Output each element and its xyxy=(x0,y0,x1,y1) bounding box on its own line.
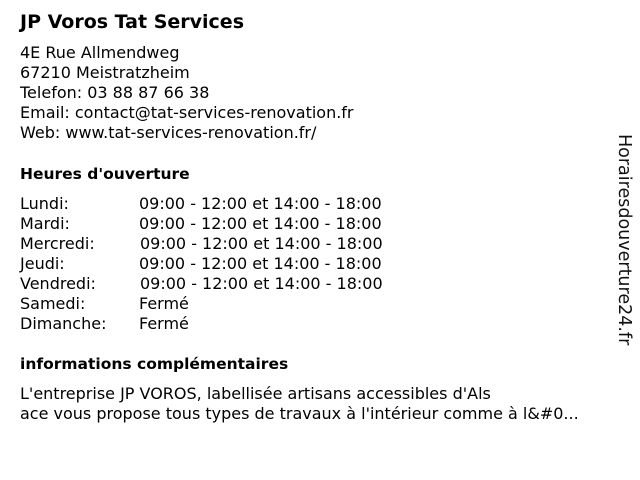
day-label: Dimanche: xyxy=(20,314,107,333)
day-hours: 09:00 - 12:00 et 14:00 - 18:00 xyxy=(139,214,382,233)
watermark-text: Horairesdouverture24.fr xyxy=(614,134,634,346)
business-name: JP Voros Tat Services xyxy=(20,11,245,33)
day-hours: 09:00 - 12:00 et 14:00 - 18:00 xyxy=(139,254,382,273)
day-hours: 09:00 - 12:00 et 14:00 - 18:00 xyxy=(140,234,383,253)
address-city: 67210 Meistratzheim xyxy=(20,63,190,82)
day-hours: Fermé xyxy=(139,314,189,333)
info-line: ace vous propose tous types de travaux à l'intérieur comme à l&#0... xyxy=(20,404,579,423)
info-line: L'entreprise JP VOROS, labellisée artisans accessibles d'Als xyxy=(20,384,491,403)
address-block xyxy=(20,43,354,143)
phone-line: Telefon: 03 88 87 66 38 xyxy=(20,83,210,102)
day-hours: Fermé xyxy=(139,294,189,313)
day-label: Mardi: xyxy=(20,214,70,233)
watermark xyxy=(612,134,636,346)
day-label: Vendredi: xyxy=(20,274,96,293)
address-street: 4E Rue Allmendweg xyxy=(20,43,180,62)
day-label: Jeudi: xyxy=(20,254,65,273)
day-hours: 09:00 - 12:00 et 14:00 - 18:00 xyxy=(140,274,383,293)
opening-hours-heading: Heures d'ouverture xyxy=(20,165,190,183)
day-label: Lundi: xyxy=(20,194,69,213)
day-label: Mercredi: xyxy=(20,234,95,253)
additional-info-text xyxy=(20,384,579,424)
day-hours: 09:00 - 12:00 et 14:00 - 18:00 xyxy=(139,194,382,213)
day-label: Samedi: xyxy=(20,294,86,313)
additional-info-heading: informations complémentaires xyxy=(20,355,289,373)
web-line: Web: www.tat-services-renovation.fr/ xyxy=(20,123,317,142)
email-line: Email: contact@tat-services-renovation.fr xyxy=(20,103,354,122)
